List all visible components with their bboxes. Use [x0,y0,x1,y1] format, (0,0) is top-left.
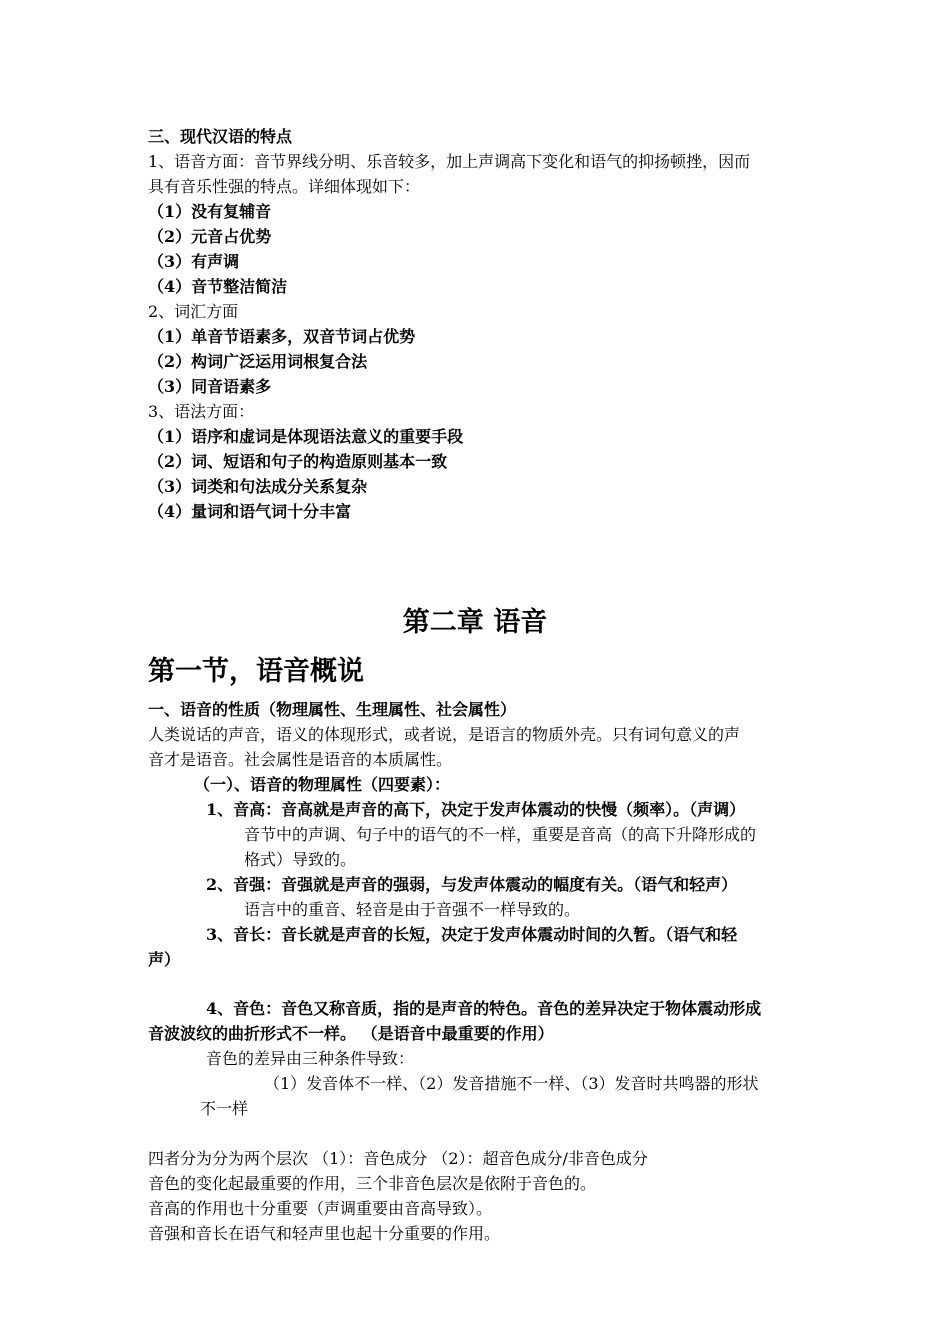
pitch-title: 1、音高：音高就是声音的高下，决定于发声体震动的快慢（频率）。（声调） [206,800,746,819]
pitch-desc: 音节中的声调、句子中的语气的不一样，重要是音高（的高下升降形成的 [244,825,757,844]
grammar-title: 3、语法方面： [148,402,255,421]
timbre-condition-items-cont: 不一样 [200,1099,249,1118]
pitch-desc: 格式）导致的。 [244,850,357,869]
list-item: （4）音节整洁简洁 [148,277,288,296]
list-item: （1）语序和虚词是体现语法意义的重要手段 [148,427,464,446]
timbre-conditions: 音色的差异由三种条件导致： [206,1049,415,1068]
list-item: （1）单音节语素多，双音节词占优势 [148,327,416,346]
list-item: （2）元音占优势 [148,227,272,246]
list-item: （3）词类和句法成分关系复杂 [148,477,368,496]
summary-line: 音高的作用也十分重要（声调重要由音高导致）。 [148,1199,493,1218]
timbre-title-cont: 音波波纹的曲折形式不一样。 （是语音中最重要的作用） [148,1024,554,1043]
list-item: （2）构词广泛运用词根复合法 [148,352,368,371]
intensity-desc: 语言中的重音、轻音是由于音强不一样导致的。 [244,900,581,919]
list-item: （3）同音语素多 [148,377,272,396]
summary-line: 音强和音长在语气和轻声里也起十分重要的作用。 [148,1224,501,1243]
chapter-title: 第二章 语音 [402,607,548,638]
nature-paragraph-line: 人类说话的声音，语义的体现形式，或者说，是语言的物质外壳。只有词句意义的声 [148,725,741,744]
timbre-title: 4、音色：音色又称音质，指的是声音的特色。音色的差异决定于物体震动形成 [206,999,762,1018]
summary-line: 四者分为分为两个层次 （1）：音色成分 （2）：超音色成分/非音色成分 [148,1149,648,1168]
list-item: （2）词、短语和句子的构造原则基本一致 [148,452,448,471]
nature-paragraph-line: 音才是语音。社会属性是语音的本质属性。 [148,750,453,769]
phonetics-intro: 1、语音方面：音节界线分明、乐音较多，加上声调高下变化和语气的抑扬顿挫，因而 [148,152,751,171]
section-heading-features: 三、现代汉语的特点 [148,127,293,146]
list-item: （3）有声调 [148,252,240,271]
phonetics-intro-cont: 具有音乐性强的特点。详细体现如下： [148,177,421,196]
vocab-title: 2、词汇方面 [148,302,239,321]
length-title-cont: 声） [148,950,181,969]
summary-line: 音色的变化起最重要的作用，三个非音色层次是依附于音色的。 [148,1174,597,1193]
nature-heading: 一、语音的性质（物理属性、生理属性、社会属性） [148,700,517,719]
intensity-title: 2、音强：音强就是声音的强弱，与发声体震动的幅度有关。（语气和轻声） [206,875,738,894]
timbre-condition-items: （1）发音体不一样、（2）发音措施不一样、（3）发音时共鸣器的形状 [264,1074,759,1093]
list-item: （4）量词和语气词十分丰富 [148,502,352,521]
physical-heading: （一）、语音的物理属性（四要素）： [194,775,451,794]
section-title: 第一节，语音概说 [148,656,364,687]
list-item: （1）没有复辅音 [148,202,272,221]
length-title: 3、音长：音长就是声音的长短，决定于发声体震动时间的久暂。（语气和轻 [206,925,738,944]
